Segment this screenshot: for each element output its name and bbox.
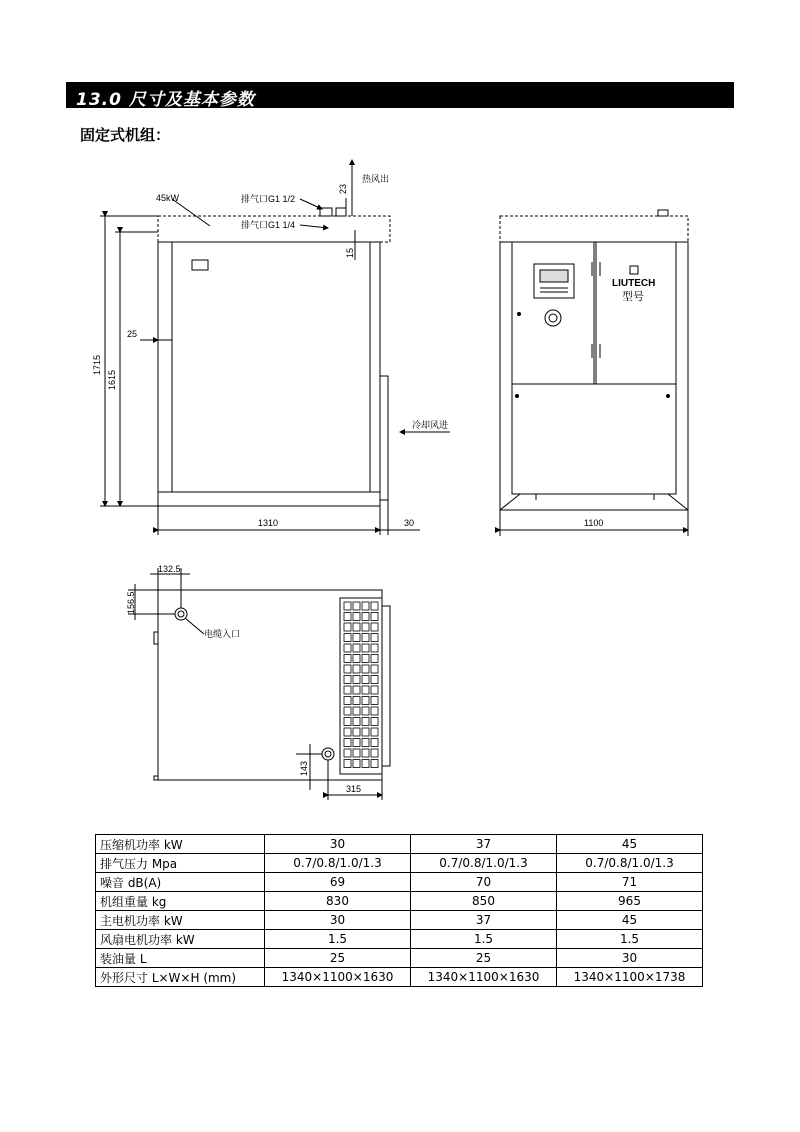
- grille-cell: [362, 697, 369, 705]
- grille-cell: [344, 676, 351, 684]
- param-value: 0.7/0.8/1.0/1.3: [411, 854, 557, 873]
- grille-cell: [362, 644, 369, 652]
- front-lower-panel: [512, 384, 676, 494]
- parameters-table-body: [96, 835, 703, 987]
- param-label: 风扇电机功率 kW: [96, 930, 265, 949]
- param-value: 1.5: [411, 930, 557, 949]
- param-value: 1.5: [265, 930, 411, 949]
- label-45kw: 45kW: [156, 193, 180, 203]
- param-value: 0.7/0.8/1.0/1.3: [265, 854, 411, 873]
- grille-cell: [344, 634, 351, 642]
- grille-cell: [362, 623, 369, 631]
- param-label: 压缩机功率 kW: [96, 835, 265, 854]
- grille-cell: [362, 634, 369, 642]
- label-model: 型号: [622, 291, 644, 303]
- grille-cell: [353, 644, 360, 652]
- grille-cell: [344, 613, 351, 621]
- label-exhaust-port-2: 排气口G1 1/4: [241, 220, 296, 230]
- brand-logo-icon: [630, 266, 638, 274]
- grille-cell: [353, 707, 360, 715]
- param-value: 30: [557, 949, 703, 968]
- grille-cell: [344, 623, 351, 631]
- param-value: 965: [557, 892, 703, 911]
- front-view: [500, 210, 688, 536]
- param-label: 装油量 L: [96, 949, 265, 968]
- dim-15: 15: [345, 247, 355, 258]
- grille-cell: [371, 707, 378, 715]
- grille-cell: [371, 655, 378, 663]
- table-row: [96, 854, 703, 873]
- param-value: 45: [557, 911, 703, 930]
- dim-156-5: 156.5: [126, 591, 136, 614]
- grille-cell: [362, 655, 369, 663]
- grille-cell: [371, 644, 378, 652]
- dim-30: 30: [404, 518, 415, 528]
- param-value: 69: [265, 873, 411, 892]
- param-value: 25: [265, 949, 411, 968]
- grille-cell: [371, 665, 378, 673]
- label-cooling-air-in: 冷却风进: [412, 420, 449, 430]
- side-cabinet: [158, 242, 380, 506]
- side-door-panel: [172, 242, 370, 492]
- grille-cell: [353, 613, 360, 621]
- table-row: [96, 911, 703, 930]
- dim-1310: 1310: [258, 518, 279, 528]
- side-nameplate: [192, 260, 208, 270]
- front-top-dashed: [500, 216, 688, 242]
- table-row: [96, 835, 703, 854]
- dim-1100: 1100: [584, 518, 604, 528]
- dim-1715: 1715: [92, 354, 102, 375]
- param-label: 主电机功率 kW: [96, 911, 265, 930]
- grille-cell: [353, 665, 360, 673]
- grille-cell: [344, 728, 351, 736]
- front-control-door: [512, 242, 594, 384]
- grille-cell: [362, 602, 369, 610]
- grille-cell: [362, 749, 369, 757]
- param-value: 1340×1100×1738: [557, 968, 703, 987]
- grille-cell: [353, 634, 360, 642]
- table-row: [96, 873, 703, 892]
- label-hot-air-out: 热风出: [362, 174, 390, 184]
- grille-cell: [344, 655, 351, 663]
- param-value: 37: [411, 835, 557, 854]
- grille-cell: [353, 718, 360, 726]
- grille-cell: [362, 676, 369, 684]
- dim-25: 25: [127, 329, 138, 339]
- param-value: 850: [411, 892, 557, 911]
- grille-cell: [371, 623, 378, 631]
- grille-cell: [344, 749, 351, 757]
- brand-logo-text: LIUTECH: [612, 278, 656, 289]
- grille-cell: [362, 707, 369, 715]
- grille-cell: [371, 728, 378, 736]
- param-value: 30: [265, 911, 411, 930]
- label-exhaust-port-1: 排气口G1 1/2: [241, 194, 296, 204]
- param-label: 噪音 dB(A): [96, 873, 265, 892]
- param-value: 45: [557, 835, 703, 854]
- grille-cell: [353, 686, 360, 694]
- param-label: 外形尺寸 L×W×H (mm): [96, 968, 265, 987]
- param-value: 830: [265, 892, 411, 911]
- parameters-table: [95, 834, 703, 987]
- section-title: 13.0 尺寸及基本参数: [76, 90, 255, 110]
- grille-cell: [371, 718, 378, 726]
- side-view: [100, 160, 450, 535]
- grille-cell: [371, 686, 378, 694]
- grille-cell: [344, 718, 351, 726]
- emergency-stop-icon: [545, 310, 561, 326]
- grille-cell: [353, 697, 360, 705]
- dim-315: 315: [346, 784, 362, 794]
- grille-cell: [371, 697, 378, 705]
- table-row: [96, 930, 703, 949]
- label-cable-entry: 电缆入口: [204, 629, 241, 639]
- grille-cell: [353, 602, 360, 610]
- grille-cell: [371, 676, 378, 684]
- table-row: [96, 892, 703, 911]
- grille-cell: [362, 686, 369, 694]
- param-label: 排气压力 Mpa: [96, 854, 265, 873]
- grille-cell: [362, 739, 369, 747]
- grille-cell: [371, 602, 378, 610]
- param-value: 0.7/0.8/1.0/1.3: [557, 854, 703, 873]
- top-view-outline: [158, 590, 382, 780]
- param-value: 70: [411, 873, 557, 892]
- table-row: [96, 968, 703, 987]
- grille-cell: [362, 728, 369, 736]
- grille-cells: [344, 602, 378, 768]
- grille-cell: [371, 749, 378, 757]
- front-right-door: [596, 242, 676, 384]
- param-value: 1340×1100×1630: [265, 968, 411, 987]
- grille-cell: [344, 697, 351, 705]
- grille-cell: [371, 760, 378, 768]
- dim-1615: 1615: [107, 369, 117, 390]
- grille-cell: [353, 739, 360, 747]
- param-label: 机组重量 kg: [96, 892, 265, 911]
- grille-cell: [344, 707, 351, 715]
- param-value: 71: [557, 873, 703, 892]
- grille-cell: [344, 665, 351, 673]
- param-value: 37: [411, 911, 557, 930]
- param-value: 25: [411, 949, 557, 968]
- grille-cell: [353, 676, 360, 684]
- grille-cell: [371, 634, 378, 642]
- lower-port-icon: [322, 748, 334, 760]
- grille-cell: [344, 760, 351, 768]
- grille-cell: [362, 760, 369, 768]
- grille-cell: [353, 749, 360, 757]
- dim-132-5: 132.5: [158, 564, 181, 574]
- grille-cell: [344, 602, 351, 610]
- dim-23: 23: [338, 183, 348, 194]
- param-value: 1.5: [557, 930, 703, 949]
- grille-cell: [362, 613, 369, 621]
- param-value: 1340×1100×1630: [411, 968, 557, 987]
- dim-143: 143: [299, 760, 309, 776]
- grille-cell: [362, 718, 369, 726]
- grille-cell: [353, 655, 360, 663]
- grille-cell: [353, 623, 360, 631]
- param-value: 30: [265, 835, 411, 854]
- side-grille: [380, 376, 388, 500]
- grille-cell: [344, 739, 351, 747]
- grille-cell: [353, 728, 360, 736]
- grille-cell: [371, 739, 378, 747]
- grille-cell: [344, 644, 351, 652]
- grille-cell: [371, 613, 378, 621]
- grille-cell: [344, 686, 351, 694]
- subtitle-fixed-unit: 固定式机组：: [80, 126, 171, 144]
- table-row: [96, 949, 703, 968]
- grille-cell: [362, 665, 369, 673]
- grille-cell: [353, 760, 360, 768]
